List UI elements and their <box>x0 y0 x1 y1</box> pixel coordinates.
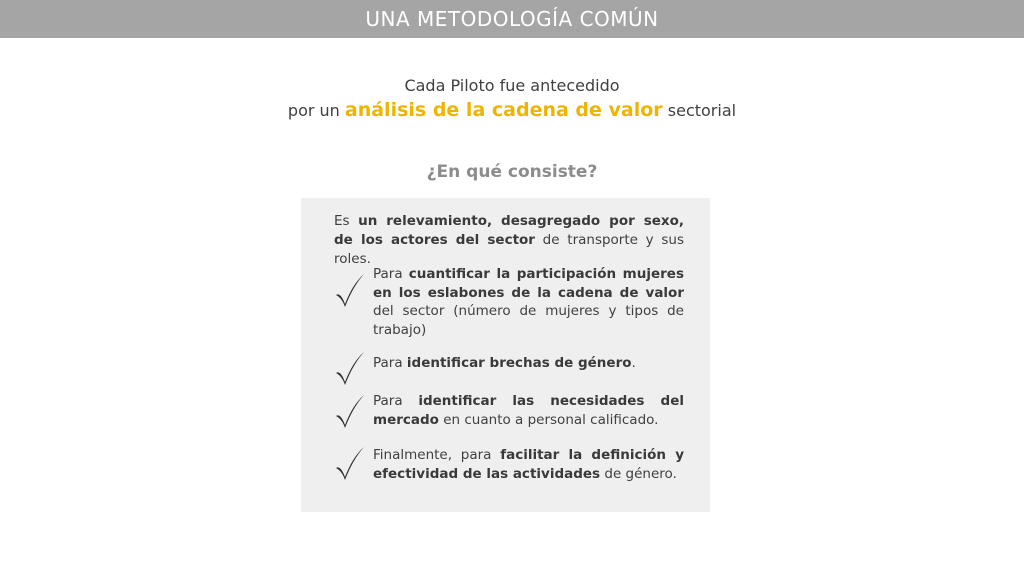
item-prefix: Para <box>373 393 419 409</box>
panel-intro-bold: un relevamiento, desagregado por sexo, de los actores del sector <box>334 213 684 248</box>
list-item-text <box>373 354 684 373</box>
list-item-text <box>373 265 684 339</box>
slide-title: UNA METODOLOGÍA COMÚN <box>365 7 659 31</box>
list-item-text <box>373 446 684 483</box>
intro-prefix: por un <box>287 101 345 120</box>
intro-suffix: sectorial <box>662 101 737 120</box>
panel-intro <box>334 212 684 269</box>
item-prefix: Para <box>373 266 409 282</box>
item-bold: cuantificar la participación mujeres en los eslabones de la cadena de valor <box>373 266 684 301</box>
checkmark-icon <box>334 273 366 309</box>
panel-intro-suffix: de transporte y sus roles. <box>334 232 684 267</box>
checkmark-icon <box>334 394 366 430</box>
checkmark-icon <box>334 446 366 482</box>
item-prefix: Finalmente, para <box>373 447 501 463</box>
checkmark-icon <box>334 351 366 387</box>
content-panel <box>301 198 710 512</box>
question-heading: ¿En qué consiste? <box>426 162 598 182</box>
item-suffix: en cuanto a personal calificado. <box>438 411 659 428</box>
item-suffix: de género. <box>600 465 677 482</box>
list-item-text <box>373 392 684 429</box>
intro-highlight: análisis de la cadena de valor <box>344 99 663 121</box>
item-bold: identificar las necesidades del mercado <box>373 393 684 428</box>
item-suffix: del sector (número de mujeres y tipos de trabajo) <box>373 303 684 338</box>
intro-line-1: Cada Piloto fue antecedido <box>404 76 620 95</box>
title-bar <box>0 0 1024 38</box>
item-suffix: . <box>631 355 636 371</box>
panel-intro-prefix: Es <box>334 213 359 229</box>
intro-text <box>0 74 1024 123</box>
item-prefix: Para <box>373 355 407 371</box>
intro-line-2 <box>0 98 1024 123</box>
item-bold: facilitar la definición y efectividad de las actividades <box>373 447 684 482</box>
item-bold: identificar brechas de género <box>406 355 632 371</box>
